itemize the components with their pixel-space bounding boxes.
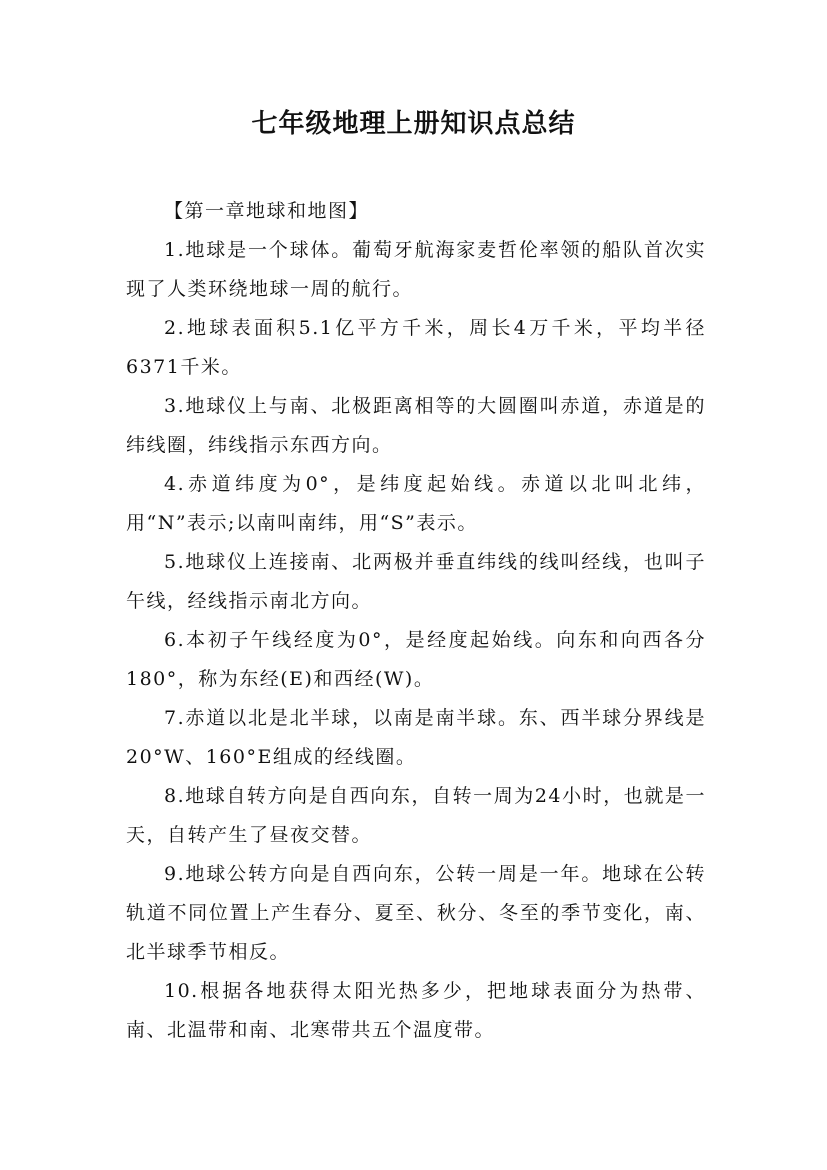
paragraph-6: 6.本初子午线经度为0°，是经度起始线。向东和向西各分180°，称为东经(E)和西经(W)。 xyxy=(126,629,706,690)
paragraph-1: 1.地球是一个球体。葡萄牙航海家麦哲伦率领的船队首次实现了人类环绕地球一周的航行。 xyxy=(126,239,706,300)
document-body xyxy=(126,192,706,1050)
paragraph-8: 8.地球自转方向是自西向东，自转一周为24小时，也就是一天，自转产生了昼夜交替。 xyxy=(126,785,706,846)
paragraph-7: 7.赤道以北是北半球，以南是南半球。东、西半球分界线是20°W、160°E组成的经线圈。 xyxy=(126,707,706,768)
chapter-heading: 【第一章地球和地图】 xyxy=(164,200,370,222)
paragraph-5: 5.地球仪上连接南、北两极并垂直纬线的线叫经线，也叫子午线，经线指示南北方向。 xyxy=(126,551,706,612)
paragraph-2: 2.地球表面积5.1亿平方千米，周长4万千米，平均半径6371千米。 xyxy=(126,317,706,378)
paragraph-3: 3.地球仪上与南、北极距离相等的大圆圈叫赤道，赤道是的纬线圈，纬线指示东西方向。 xyxy=(126,395,706,456)
document-title: 七年级地理上册知识点总结 xyxy=(251,109,576,139)
paragraph-9: 9.地球公转方向是自西向东，公转一周是一年。地球在公转轨道不同位置上产生春分、夏至、秋分、冬至的季节变化，南、北半球季节相反。 xyxy=(126,863,706,963)
paragraph-10: 10.根据各地获得太阳光热多少，把地球表面分为热带、南、北温带和南、北寒带共五个温度带。 xyxy=(126,980,706,1041)
paragraph-4: 4.赤道纬度为0°，是纬度起始线。赤道以北叫北纬，用“N”表示;以南叫南纬，用“S”表示。 xyxy=(126,473,706,534)
